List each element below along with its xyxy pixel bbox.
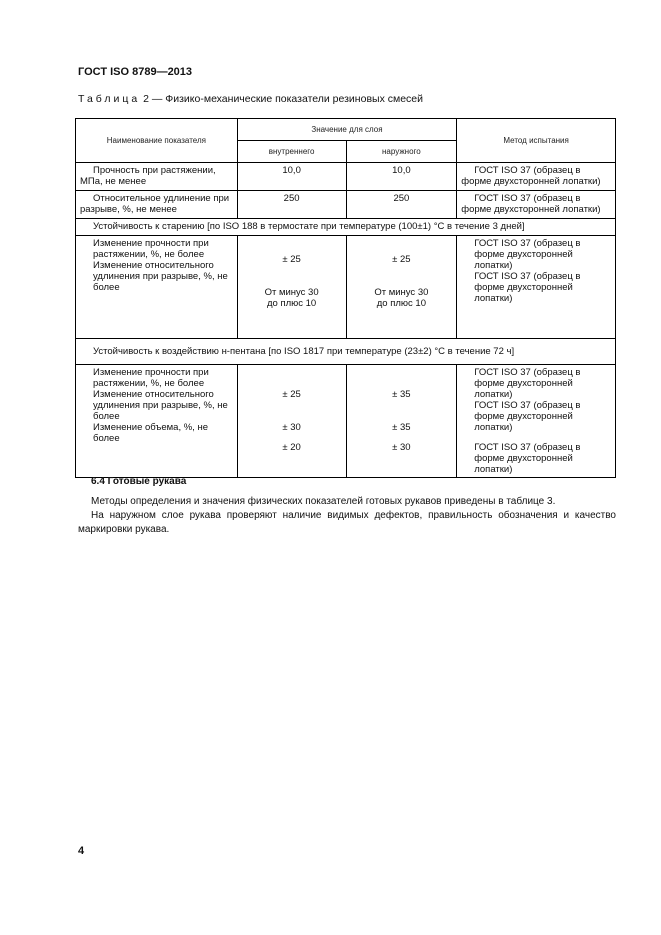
row-name: Изменение прочности при растяжении, %, не более Изменение относительного удлинения при разрыве, %, не более [76, 236, 238, 339]
header-outer: наружного [346, 141, 457, 163]
pentane-title: Устойчивость к воздействию н-пентана [по ISO 1817 при температуре (23±2) °С в течение 72 ч] [76, 339, 616, 365]
table-row [76, 365, 616, 478]
header-value: Значение для слоя [237, 119, 457, 141]
row-inner: ± 25 От минус 30 до плюс 10 [237, 236, 346, 339]
row-outer: 10,0 [346, 163, 457, 191]
caption-number: 2 [143, 93, 149, 105]
caption-title: — Физико-механические показатели резиновых смесей [148, 93, 423, 105]
properties-table [75, 118, 616, 478]
paragraph-2: На наружном слое рукава проверяют наличие видимых дефектов, правильность обозначения и качество маркировки рукава. [78, 510, 616, 535]
row-name: Изменение прочности при растяжении, %, не более Изменение относительного удлинения при разрыве, %, не более Изменение объема, %, не более [76, 365, 238, 478]
section-row-pentane [76, 339, 616, 365]
caption-label: Таблица [78, 93, 141, 105]
row-outer: 250 [346, 191, 457, 219]
section-row-aging [76, 219, 616, 236]
aging-title: Устойчивость к старению [по ISO 188 в термостате при температуре (100±1) °С в течение 3 дней] [76, 219, 616, 236]
header-method: Метод испытания [457, 119, 616, 163]
row-inner: 250 [237, 191, 346, 219]
row-method: ГОСТ ISO 37 (образец в форме двухсторонней лопатки) [457, 191, 616, 219]
table-header-row [76, 119, 616, 141]
row-outer: ± 35 ± 35 ± 30 [346, 365, 457, 478]
row-outer: ± 25 От минус 30 до плюс 10 [346, 236, 457, 339]
header-inner: внутреннего [237, 141, 346, 163]
document-code: ГОСТ ISO 8789—2013 [78, 66, 193, 78]
row-inner: ± 25 ± 30 ± 20 [237, 365, 346, 478]
page-number: 4 [78, 845, 85, 857]
table-caption [78, 93, 423, 105]
row-method: ГОСТ ISO 37 (образец в форме двухсторонней лопатки) ГОСТ ISO 37 (образец в форме двухсторонней лопатки) ГОСТ ISO 37 (образец в форме двухсторонней лопатки) [457, 365, 616, 478]
table-row [76, 163, 616, 191]
table-row [76, 236, 616, 339]
table-row [76, 191, 616, 219]
row-method: ГОСТ ISO 37 (образец в форме двухсторонней лопатки) [457, 163, 616, 191]
row-name: Относительное удлинение при разрыве, %, не менее [76, 191, 238, 219]
row-method: ГОСТ ISO 37 (образец в форме двухсторонней лопатки) ГОСТ ISO 37 (образец в форме двухсторонней лопатки) [457, 236, 616, 339]
section-title: 6.4 Готовые рукава [91, 476, 187, 487]
row-name: Прочность при растяжении, МПа, не менее [76, 163, 238, 191]
paragraph-1: Методы определения и значения физических показателей готовых рукавов приведены в таблице 3. [91, 496, 556, 507]
header-name: Наименование показателя [76, 119, 238, 163]
row-inner: 10,0 [237, 163, 346, 191]
